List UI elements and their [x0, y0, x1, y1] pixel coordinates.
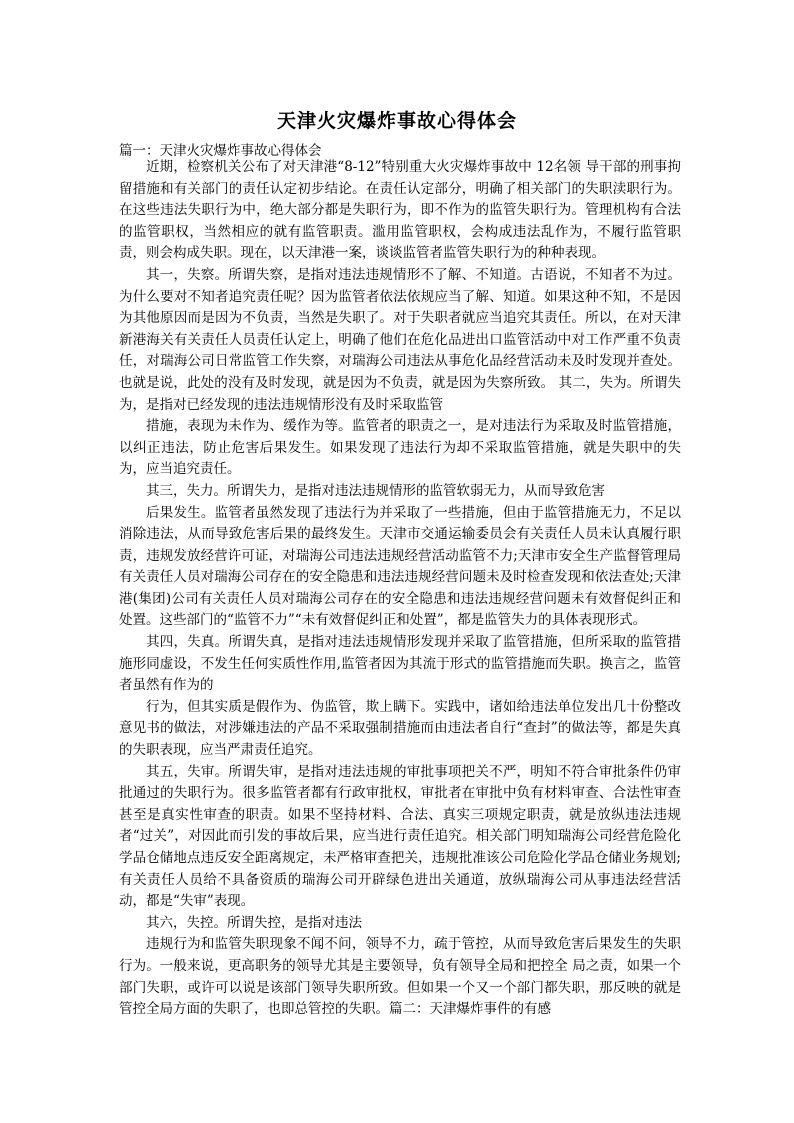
- paragraph: 行为，但其实质是假作为、伪监管，欺上瞒下。实践中，诸如给违法单位发出几十份整改意见书的做法，对涉嫌违法的产品不采取强制措施而由违法者自行“查封”的做法等，都是失真的失职表现，应当严肃责任追究。: [119, 698, 681, 759]
- paragraph: 其五，失审。所谓失审，是指对违法违规的审批事项把关不严，明知不符合审批条件仍审批通过的失职行为。很多监管者都有行政审批权，审批者在审批中负有材料审查、合法性审查甚至是真实性审查的职责。如果不坚持材料、合法、真实三项规定职责，就是放纵违法违规者“过关”，对因此而引发的事故后果，应当进行责任追究。相关部门明知瑞海公司经营危险化学品仓储地点违反安全距离规定，未严格审查把关，违规批准该公司危险化学品仓储业务规划;有关责任人员给不具备资质的瑞海公司开辟绿色进出关通道，放纵瑞海公司从事违法经营活动，都是“失审”表现。: [119, 763, 681, 910]
- document-title: 天津火灾爆炸事故心得体会: [276, 110, 517, 132]
- document-body: [119, 157, 681, 1021]
- paragraph: 违规行为和监管失职现象不闻不问，领导不力，疏于管控，从而导致危害后果发生的失职行为。一般来说，更高职务的领导尤其是主要领导，负有领导全局和把控全 局之责，如果一个部门失职，或许可以说是该部门领导失职所致。但如果一个又一个部门都失职，那反映的就是管控全局方面的失职了，也即总管控的失职。篇二：天津爆炸事件的有感: [119, 936, 681, 1018]
- paragraph: 后果发生。监管者虽然发现了违法行为并采取了一些措施，但由于监管措施无力，不足以消除违法，从而导致危害后果的最终发生。天津市交通运输委员会有关责任人员未认真履行职责，违规发放经营许可证，对瑞海公司违法违规经营活动监管不力;天津市安全生产监督管理局有关责任人员对瑞海公司存在的安全隐患和违法违规经营问题未及时检查发现和依法查处;天津港(集团)公司有关责任人员对瑞海公司存在的安全隐患和违法违规经营问题未有效督促纠正和处置。这些部门的“监管不力”“未有效督促纠正和处置”，都是监管失力的具体表现形式。: [119, 504, 681, 629]
- paragraph: 其三，失力。所谓失力，是指对违法违规情形的监管软弱无力，从而导致危害: [146, 482, 605, 499]
- paragraph: 措施，表现为未作为、缓作为等。监管者的职责之一，是对违法行为采取及时监管措施，以纠正违法，防止危害后果发生。如果发现了违法行为却不采取监管措施，就是失职中的失为，应当追究责任。: [119, 418, 681, 478]
- paragraph: 其六，失控。所谓失控，是指对违法: [146, 914, 362, 931]
- paragraph: 其四，失真。所谓失真，是指对违法违规情形发现并采取了监管措施，但所采取的监管措施形同虚设，不发生任何实质性作用,监管者因为其流于形式的监管措施而失职。换言之，监管者虽然有作为的: [119, 634, 681, 694]
- section-heading: 篇一：天津火灾爆炸事故心得体会: [119, 143, 322, 159]
- paragraph: 其一，失察。所谓失察，是指对违法违规情形不了解、不知道。古语说，不知者不为过。为什么要对不知者追究责任呢？因为监管者依法依规应当了解、知道。如果这种不知，不是因为其他原因而是因为不负责，当然是失职了。对于失职者就应当追究其责任。所以，在对天津新港海关有关责任人员责任认定上，明确了他们在危化品进出口监管活动中对工作严重不负责任，对瑞海公司日常监管工作失察，对瑞海公司违法从事危化品经营活动未及时发现并查处。也就是说，此处的没有及时发现，就是因为不负责，就是因为失察所致。 其二，失为。所谓失为，是指对已经发现的违法违规情形没有及时采取监管: [119, 266, 681, 413]
- paragraph: 近期，检察机关公布了对天津港“8-12”特别重大火灾爆炸事故中 12名领 导干部的刑事拘留措施和有关部门的责任认定初步结论。在责任认定部分，明确了相关部门的失职渎职行为。在这些违法失职行为中，绝大部分都是失职行为，即不作为的监管失职行为。管理机构有合法的监管职权，当然相应的就有监管职责。滥用监管职权，会构成违法乱作为，不履行监管职责，则会构成失职。现在，以天津港一案，谈谈监管者监管失职行为的种种表现。: [119, 159, 681, 262]
